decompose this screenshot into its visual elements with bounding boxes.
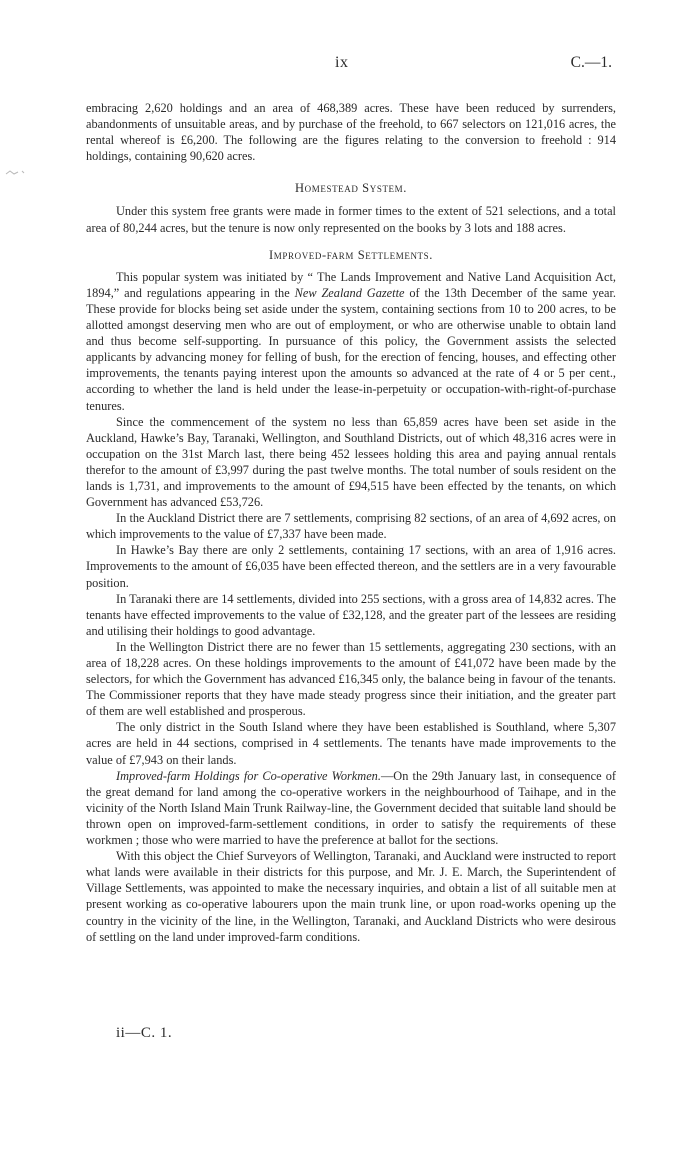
paragraph: In Taranaki there are 14 settlements, divided into 255 sections, with a gross area of 14,832 acres. The tenants have effected improvements to the value of £32,128, and the greater part of the lessees are residing and utilising their holdings to good advantage. <box>86 591 616 638</box>
gazette-title: New Zealand Gazette <box>294 285 405 300</box>
margin-mark <box>4 166 32 178</box>
signature-mark: ii—C. 1. <box>116 1025 173 1041</box>
paragraph: Since the commencement of the system no less than 65,859 acres have been set aside in the Auckland, Hawke’s Bay, Taranaki, Wellington, and Southland Districts, out of which 48,316 acres were in occupation on the 31st March last, there being 452 lessees holding this area and paying annual rentals therefor to the amount of £3,997 during the past twelve months. The total number of souls resident on the lands is 1,731, and improvements to the amount of £94,515 have been effected by the tenants, on which Government has advanced £53,726. <box>86 414 616 510</box>
paragraph: With this object the Chief Surveyors of Wellington, Taranaki, and Auckland were instructed to report what lands were available in their districts for this purpose, and Mr. J. E. March, the Superintendent of Village Settlements, was appointed to make the necessary inquiries, and obtain a list of all suitable men at present working as co-operative labourers upon the main trunk line, or upon road-works opening up the country in the vicinity of the line, in the Wellington, Taranaki, and Auckland Districts who were desirous of settling on the land under improved-farm conditions. <box>86 849 616 944</box>
text-run: —On the 29th January last, in consequence of the great demand for land among the co-operative workers in the neighbourhood of Taihape, and in the vicinity of the North Island Main Trunk Railway-line, the Government decided that suitable land should be thrown open on improved-farm-settlement conditions, in order to satisfy the requirements of these workmen ; those who were married to have the preference at ballot for the sections. <box>86 768 616 848</box>
page-header <box>0 54 700 74</box>
paragraph: In Hawke’s Bay there are only 2 settlements, containing 17 sections, with an area of 1,916 acres. Improvements to the amount of £6,035 have been effected thereon, and the settlers are in a very favourable position. <box>86 543 616 590</box>
document-body <box>86 100 616 945</box>
paragraph: In the Wellington District there are no fewer than 15 settlements, aggregating 230 sections, with an area of 18,228 acres. On these holdings improvements to the amount of £41,072 have been made by the selectors, for which the Government has advanced £16,345 only, the balance being in favour of the tenants. The Commissioner reports that they have made steady progress since their initiation, and the greater part of them are well established and prosperous. <box>86 639 616 719</box>
page-number: ix <box>335 54 349 71</box>
text-run: This popular system was initiated by “ The Lands Improvement and Native Land Acquisition Act, 1894,” and regulations appearing in the <box>86 269 616 300</box>
document-reference: C.—1. <box>570 54 612 71</box>
paragraph: In the Auckland District there are 7 settlements, comprising 82 sections, of an area of 4,692 acres, on which improvements to the value of £7,337 have been made. <box>86 511 616 542</box>
section-heading-improved-farm: Improved-farm Settlements. <box>269 247 433 262</box>
paragraph: Under this system free grants were made in former times to the extent of 521 selections, and a total area of 80,244 acres, but the tenure is now only represented on the books by 3 lots and 188 acres. <box>86 204 616 235</box>
paragraph <box>86 269 616 414</box>
paragraph: embracing 2,620 holdings and an area of 468,389 acres. These have been reduced by surrenders, abandonments of unsuitable areas, and by purchase of the freehold, to 667 selectors on 121,016 acres, the rental whereof is £6,200. The following are the figures relating to the conversion to freehold : 914 holdings, containing 90,620 acres. <box>86 101 616 164</box>
paragraph: The only district in the South Island where they have been established is Southland, where 5,307 acres are held in 44 sections, comprised in 4 settlements. The tenants have made improvements to the value of £7,943 on their lands. <box>86 720 616 767</box>
subsection-title: Improved-farm Holdings for Co-operative Workmen. <box>116 768 381 783</box>
section-heading-homestead: Homestead System. <box>295 181 407 196</box>
paragraph <box>86 768 616 848</box>
text-run: of the 13th December of the same year. These provide for blocks being set aside under the system, containing sections from 10 to 200 acres, to be allotted amongst deserving men who are out of employment, or who are otherwise unable to obtain land and thus become self-supporting. In pursuance of this policy, the Government assists the selected applicants by advancing money for felling of bush, for the erection of fencing, houses, and effecting other improvements, the tenants paying interest upon the amounts so advanced at the rate of 4 or 5 per cent., according to whether the land is held under the lease-in-perpetuity or occupation-with-right-of-purchase tenures. <box>86 285 616 413</box>
